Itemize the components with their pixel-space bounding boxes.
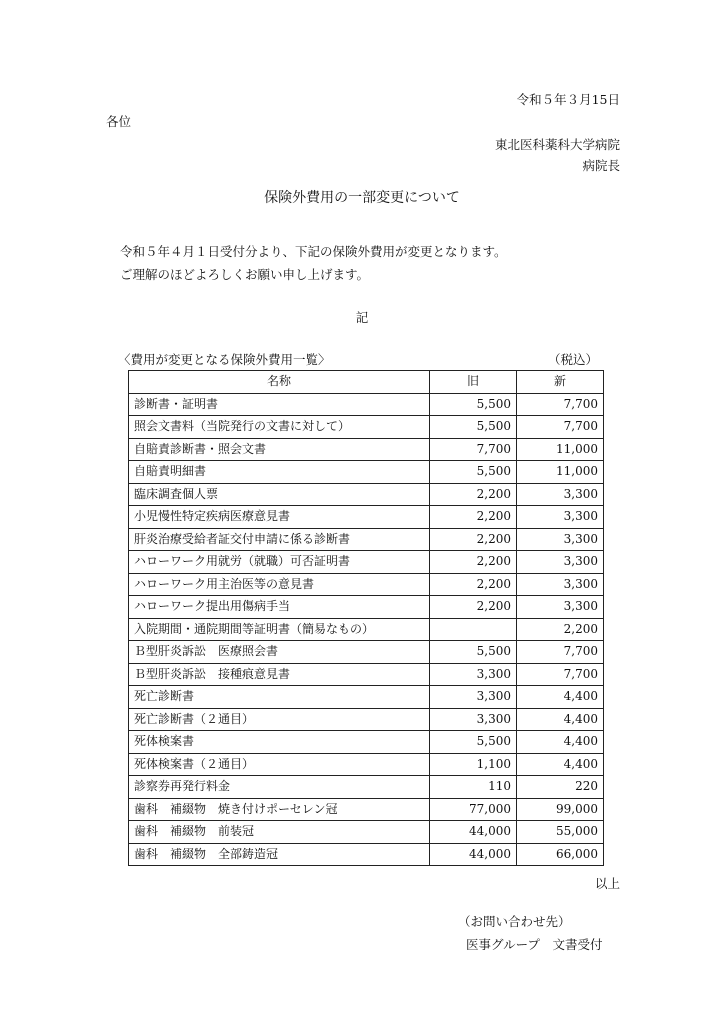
cell-old-fee: 77,000 — [430, 798, 517, 821]
cell-name: 死亡診断書（２通目） — [129, 708, 430, 731]
table-row — [129, 731, 604, 754]
header-name: 名称 — [129, 371, 430, 394]
cell-old-fee: 110 — [430, 776, 517, 799]
document-date: 令和５年３月15日 — [516, 92, 620, 107]
cell-new-fee: 7,700 — [517, 416, 604, 439]
cell-name: 診断書・証明書 — [129, 393, 430, 416]
cell-name: 歯科 補綴物 前装冠 — [129, 821, 430, 844]
cell-old-fee: 2,200 — [430, 528, 517, 551]
contact-department: 医事グループ 文書受付 — [466, 937, 603, 952]
cell-old-fee: 44,000 — [430, 821, 517, 844]
cell-new-fee: 3,300 — [517, 483, 604, 506]
cell-name: ハローワーク提出用傷病手当 — [129, 596, 430, 619]
table-row — [129, 461, 604, 484]
cell-name: 小児慢性特定疾病医療意見書 — [129, 506, 430, 529]
table-row — [129, 483, 604, 506]
cell-name: 入院期間・通院期間等証明書（簡易なもの） — [129, 618, 430, 641]
closing-mark: 以上 — [594, 876, 620, 891]
cell-name: Ｂ型肝炎訴訟 医療照会書 — [129, 641, 430, 664]
cell-name: 死体検案書 — [129, 731, 430, 754]
table-row — [129, 416, 604, 439]
cell-new-fee: 11,000 — [517, 461, 604, 484]
body-text-line-1: 令和５年４月１日受付分より、下記の保険外費用が変更となります。 — [120, 244, 507, 259]
table-row — [129, 596, 604, 619]
cell-old-fee — [430, 618, 517, 641]
cell-new-fee: 3,300 — [517, 551, 604, 574]
cell-old-fee: 2,200 — [430, 506, 517, 529]
cell-new-fee: 2,200 — [517, 618, 604, 641]
cell-name: ハローワーク用主治医等の意見書 — [129, 573, 430, 596]
cell-new-fee: 99,000 — [517, 798, 604, 821]
cell-new-fee: 66,000 — [517, 843, 604, 866]
cell-new-fee: 220 — [517, 776, 604, 799]
cell-old-fee: 5,500 — [430, 641, 517, 664]
cell-old-fee: 2,200 — [430, 573, 517, 596]
cell-new-fee: 3,300 — [517, 573, 604, 596]
table-row — [129, 393, 604, 416]
cell-new-fee: 55,000 — [517, 821, 604, 844]
cell-old-fee: 3,300 — [430, 686, 517, 709]
body-text-line-2: ご理解のほどよろしくお願い申し上げます。 — [120, 267, 370, 282]
cell-old-fee: 7,700 — [430, 438, 517, 461]
cell-new-fee: 11,000 — [517, 438, 604, 461]
table-row — [129, 663, 604, 686]
table-row — [129, 798, 604, 821]
table-row — [129, 641, 604, 664]
cell-name: 死体検案書（２通目） — [129, 753, 430, 776]
cell-new-fee: 7,700 — [517, 663, 604, 686]
cell-old-fee: 3,300 — [430, 663, 517, 686]
cell-old-fee: 2,200 — [430, 596, 517, 619]
cell-new-fee: 4,400 — [517, 686, 604, 709]
table-caption: 〈費用が変更となる保険外費用一覧〉 — [118, 352, 331, 367]
table-row — [129, 573, 604, 596]
cell-old-fee: 5,500 — [430, 416, 517, 439]
cell-name: 自賠責診断書・照会文書 — [129, 438, 430, 461]
cell-new-fee: 3,300 — [517, 528, 604, 551]
cell-name: 歯科 補綴物 全部鋳造冠 — [129, 843, 430, 866]
document-title: 保険外費用の一部変更について — [264, 190, 460, 206]
cell-name: 肝炎治療受給者証交付申請に係る診断書 — [129, 528, 430, 551]
header-new: 新 — [517, 371, 604, 394]
contact-label: （お問い合わせ先） — [458, 914, 571, 929]
cell-new-fee: 4,400 — [517, 708, 604, 731]
table-row — [129, 753, 604, 776]
cell-name: 自賠責明細書 — [129, 461, 430, 484]
cell-new-fee: 4,400 — [517, 731, 604, 754]
tax-note: （税込） — [547, 352, 598, 367]
cell-old-fee: 3,300 — [430, 708, 517, 731]
table-row — [129, 528, 604, 551]
cell-old-fee: 2,200 — [430, 551, 517, 574]
fee-table — [128, 370, 604, 866]
cell-name: 歯科 補綴物 焼き付けポーセレン冠 — [129, 798, 430, 821]
table-row — [129, 506, 604, 529]
table-row — [129, 438, 604, 461]
table-header-row — [129, 371, 604, 394]
cell-old-fee: 5,500 — [430, 393, 517, 416]
table-row — [129, 821, 604, 844]
cell-name: ハローワーク用就労（就職）可否証明書 — [129, 551, 430, 574]
cell-old-fee: 2,200 — [430, 483, 517, 506]
cell-name: 照会文書料（当院発行の文書に対して） — [129, 416, 430, 439]
table-row — [129, 618, 604, 641]
issuer-title: 病院長 — [582, 158, 620, 173]
cell-new-fee: 4,400 — [517, 753, 604, 776]
table-row — [129, 843, 604, 866]
table-row — [129, 551, 604, 574]
issuer-organization: 東北医科薬科大学病院 — [494, 137, 620, 152]
cell-new-fee: 7,700 — [517, 393, 604, 416]
table-row — [129, 686, 604, 709]
cell-old-fee: 44,000 — [430, 843, 517, 866]
cell-name: 診察券再発行料金 — [129, 776, 430, 799]
cell-old-fee: 1,100 — [430, 753, 517, 776]
addressee: 各位 — [106, 114, 132, 129]
fee-table-body — [129, 393, 604, 866]
table-row — [129, 708, 604, 731]
cell-name: 死亡診断書 — [129, 686, 430, 709]
ki-heading: 記 — [355, 310, 369, 325]
cell-new-fee: 7,700 — [517, 641, 604, 664]
header-old: 旧 — [430, 371, 517, 394]
cell-name: Ｂ型肝炎訴訟 接種痕意見書 — [129, 663, 430, 686]
cell-name: 臨床調査個人票 — [129, 483, 430, 506]
cell-old-fee: 5,500 — [430, 731, 517, 754]
cell-new-fee: 3,300 — [517, 506, 604, 529]
cell-new-fee: 3,300 — [517, 596, 604, 619]
table-row — [129, 776, 604, 799]
cell-old-fee: 5,500 — [430, 461, 517, 484]
